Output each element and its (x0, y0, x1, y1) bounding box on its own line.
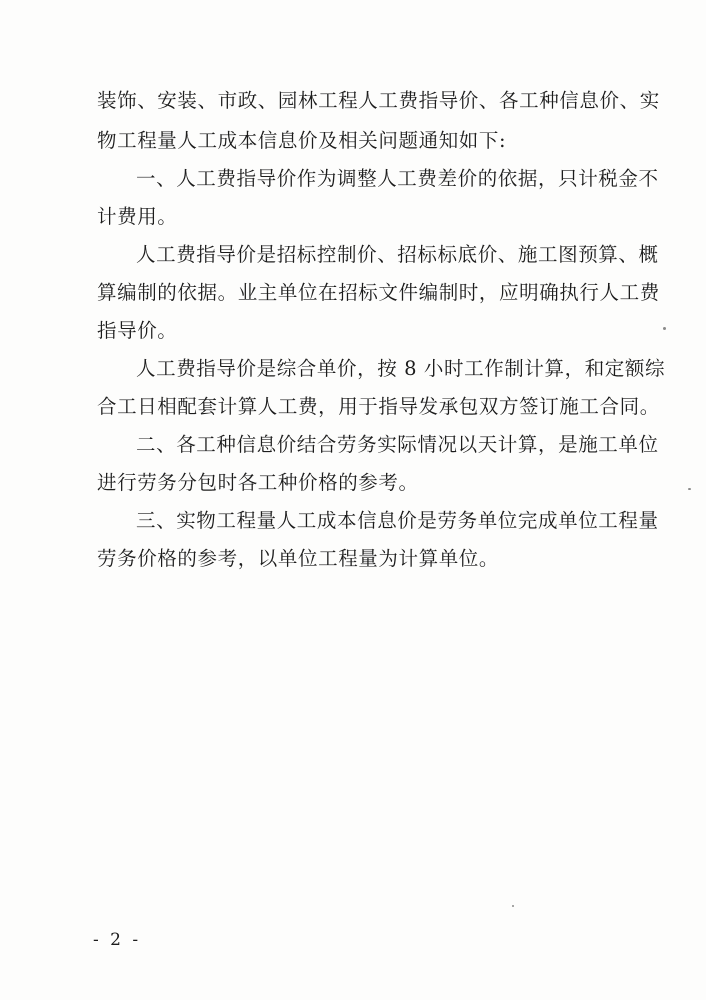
paragraph-1-line-1: 一、人工费指导价作为调整人工费差价的依据，只计税金不 (136, 167, 659, 190)
paragraph-1-line-2: 计费用。 (97, 205, 178, 228)
page-number: - 2 - (93, 930, 142, 950)
paragraph-intro-line-2: 物工程量人工成本信息价及相关问题通知如下: (97, 129, 507, 152)
paragraph-intro-line-1: 装饰、安装、市政、园林工程人工费指导价、各工种信息价、实 (97, 89, 660, 112)
scan-speck (688, 488, 691, 490)
paragraph-5-line-2: 劳务价格的参考，以单位工程量为计算单位。 (97, 547, 500, 570)
paragraph-4-line-1: 二、各工种信息价结合劳务实际情况以天计算，是施工单位 (136, 433, 659, 456)
scan-speck (512, 905, 514, 907)
scan-speck (663, 327, 666, 330)
paragraph-5-line-1: 三、实物工程量人工成本信息价是劳务单位完成单位工程量 (136, 509, 659, 532)
paragraph-3-line-2: 合工日相配套计算人工费，用于指导发承包双方签订施工合同。 (97, 395, 660, 418)
paragraph-3-line-1: 人工费指导价是综合单价，按 8 小时工作制计算，和定额综 (136, 357, 666, 380)
paragraph-2-line-3: 指导价。 (97, 319, 178, 342)
paragraph-2-line-1: 人工费指导价是招标控制价、招标标底价、施工图预算、概 (136, 243, 659, 266)
paragraph-4-line-2: 进行劳务分包时各工种价格的参考。 (97, 471, 419, 494)
paragraph-2-line-2: 算编制的依据。业主单位在招标文件编制时，应明确执行人工费 (97, 281, 660, 304)
